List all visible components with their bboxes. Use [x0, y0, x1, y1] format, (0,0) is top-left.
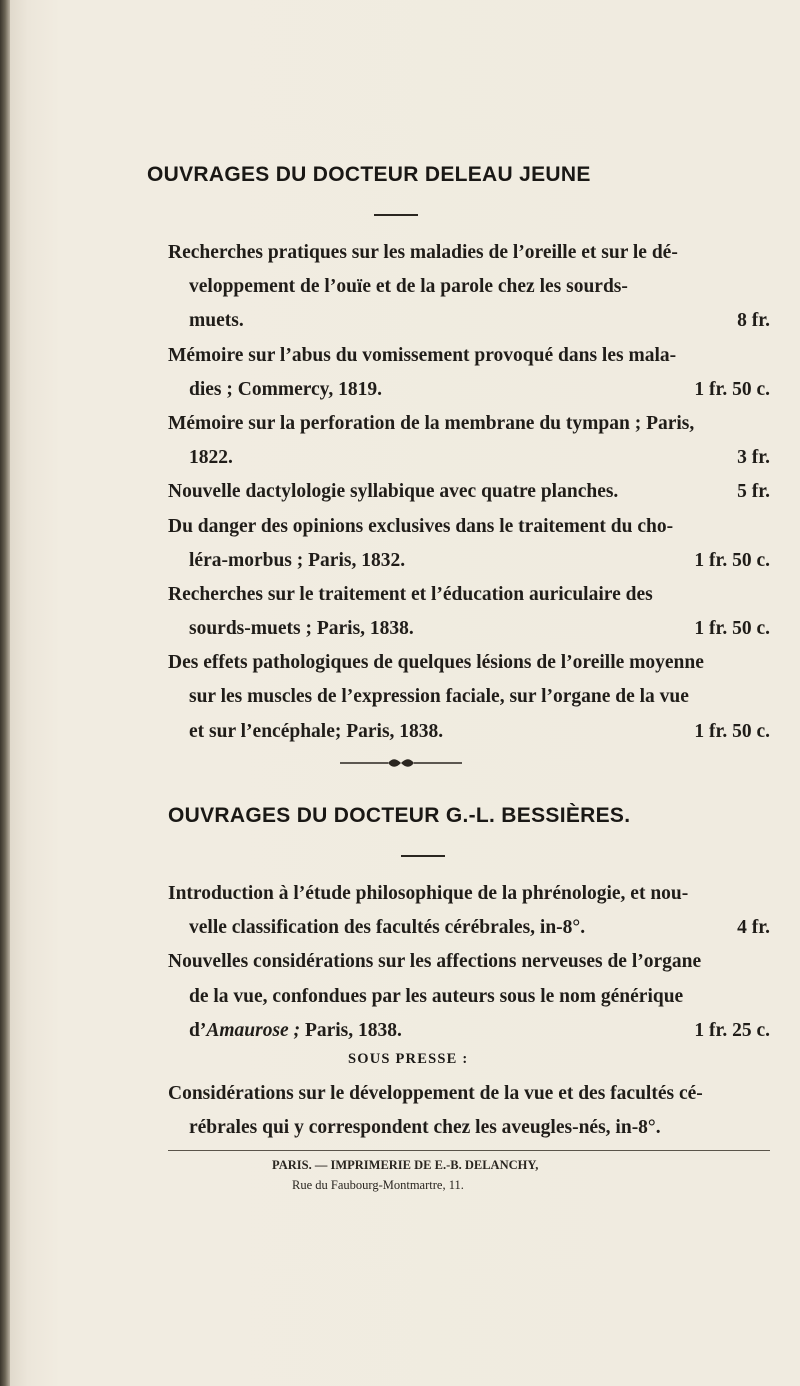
entry-line: veloppement de l’ouïe et de la parole chez les sourds- — [189, 276, 628, 298]
entry-line: Mémoire sur la perforation de la membrane du tympan ; Paris, — [168, 412, 695, 434]
entry-line: Mémoire sur l’abus du vomissement provoqué dans les mala- — [168, 344, 677, 366]
section-heading-deleau: OUVRAGES DU DOCTEUR DELEAU JEUNE — [147, 163, 591, 186]
entry-line: Du danger des opinions exclusives dans le traitement du cho- — [168, 515, 674, 537]
entry-line: Introduction à l’étude philosophique de la phrénologie, et nou- — [168, 883, 689, 904]
imprint-line2: Rue du Faubourg-Montmartre, 11. — [292, 1178, 464, 1192]
imprint-line1: PARIS. — IMPRIMERIE DE E.-B. DELANCHY, — [272, 1158, 539, 1172]
price: 1 fr. 50 c. — [694, 720, 770, 742]
section-heading-bessieres: OUVRAGES DU DOCTEUR G.-L. BESSIÈRES. — [168, 804, 631, 827]
entry-line: Considérations sur le développement de la vue et des facultés cé- — [168, 1083, 703, 1104]
entry-line: muets. 8 fr. — [168, 304, 770, 338]
entry-line: léra-morbus ; Paris, 1832. 1 fr. 50 c. — [168, 544, 770, 578]
ornamental-divider — [336, 755, 466, 771]
works-list-deleau — [168, 236, 770, 749]
entry-line: Recherches sur le traitement et l’éducation auriculaire des — [168, 583, 653, 605]
page-binding-edge — [0, 0, 10, 1386]
sous-presse-label: SOUS PRESSE : — [348, 1051, 469, 1067]
price: 8 fr. — [737, 310, 770, 332]
entry-line: Nouvelle dactylologie syllabique avec quatre planches. 5 fr. — [168, 475, 770, 509]
entry-line: de la vue, confondues par les auteurs sous le nom générique — [189, 985, 684, 1007]
entry-line: et sur l’encéphale; Paris, 1838. 1 fr. 50 c. — [168, 715, 770, 749]
footer-rule — [168, 1150, 770, 1151]
entry-line: 1822. 3 fr. — [168, 441, 770, 475]
price: 1 fr. 50 c. — [694, 618, 770, 640]
italic-title: Amaurose ; — [206, 1019, 301, 1041]
short-rule — [374, 214, 418, 216]
price: 1 fr. 25 c. — [694, 1019, 770, 1041]
entry-line: Recherches pratiques sur les maladies de l’oreille et sur le dé- — [168, 242, 678, 263]
entry-line: sur les muscles de l’expression faciale, sur l’organe de la vue — [189, 686, 689, 708]
forthcoming-list — [168, 1077, 770, 1145]
entry-line: velle classification des facultés cérébrales, in-8°. 4 fr. — [168, 911, 770, 945]
entry-line: Nouvelles considérations sur les affections nerveuses de l’organe — [168, 951, 702, 973]
entry-line: d’Amaurose ; Paris, 1838. 1 fr. 25 c. — [168, 1014, 770, 1048]
price: 1 fr. 50 c. — [694, 378, 770, 400]
entry-line: rébrales qui y correspondent chez les aveugles-nés, in-8°. — [189, 1117, 661, 1139]
entry-line: sourds-muets ; Paris, 1838. 1 fr. 50 c. — [168, 612, 770, 646]
price: 5 fr. — [737, 481, 770, 503]
price: 4 fr. — [737, 917, 770, 939]
price: 3 fr. — [737, 447, 770, 469]
short-rule — [401, 855, 445, 857]
works-list-bessieres — [168, 877, 770, 1048]
price: 1 fr. 50 c. — [694, 549, 770, 571]
entry-line: Des effets pathologiques de quelques lésions de l’oreille moyenne — [168, 652, 704, 674]
entry-line: dies ; Commercy, 1819. 1 fr. 50 c. — [168, 373, 770, 407]
